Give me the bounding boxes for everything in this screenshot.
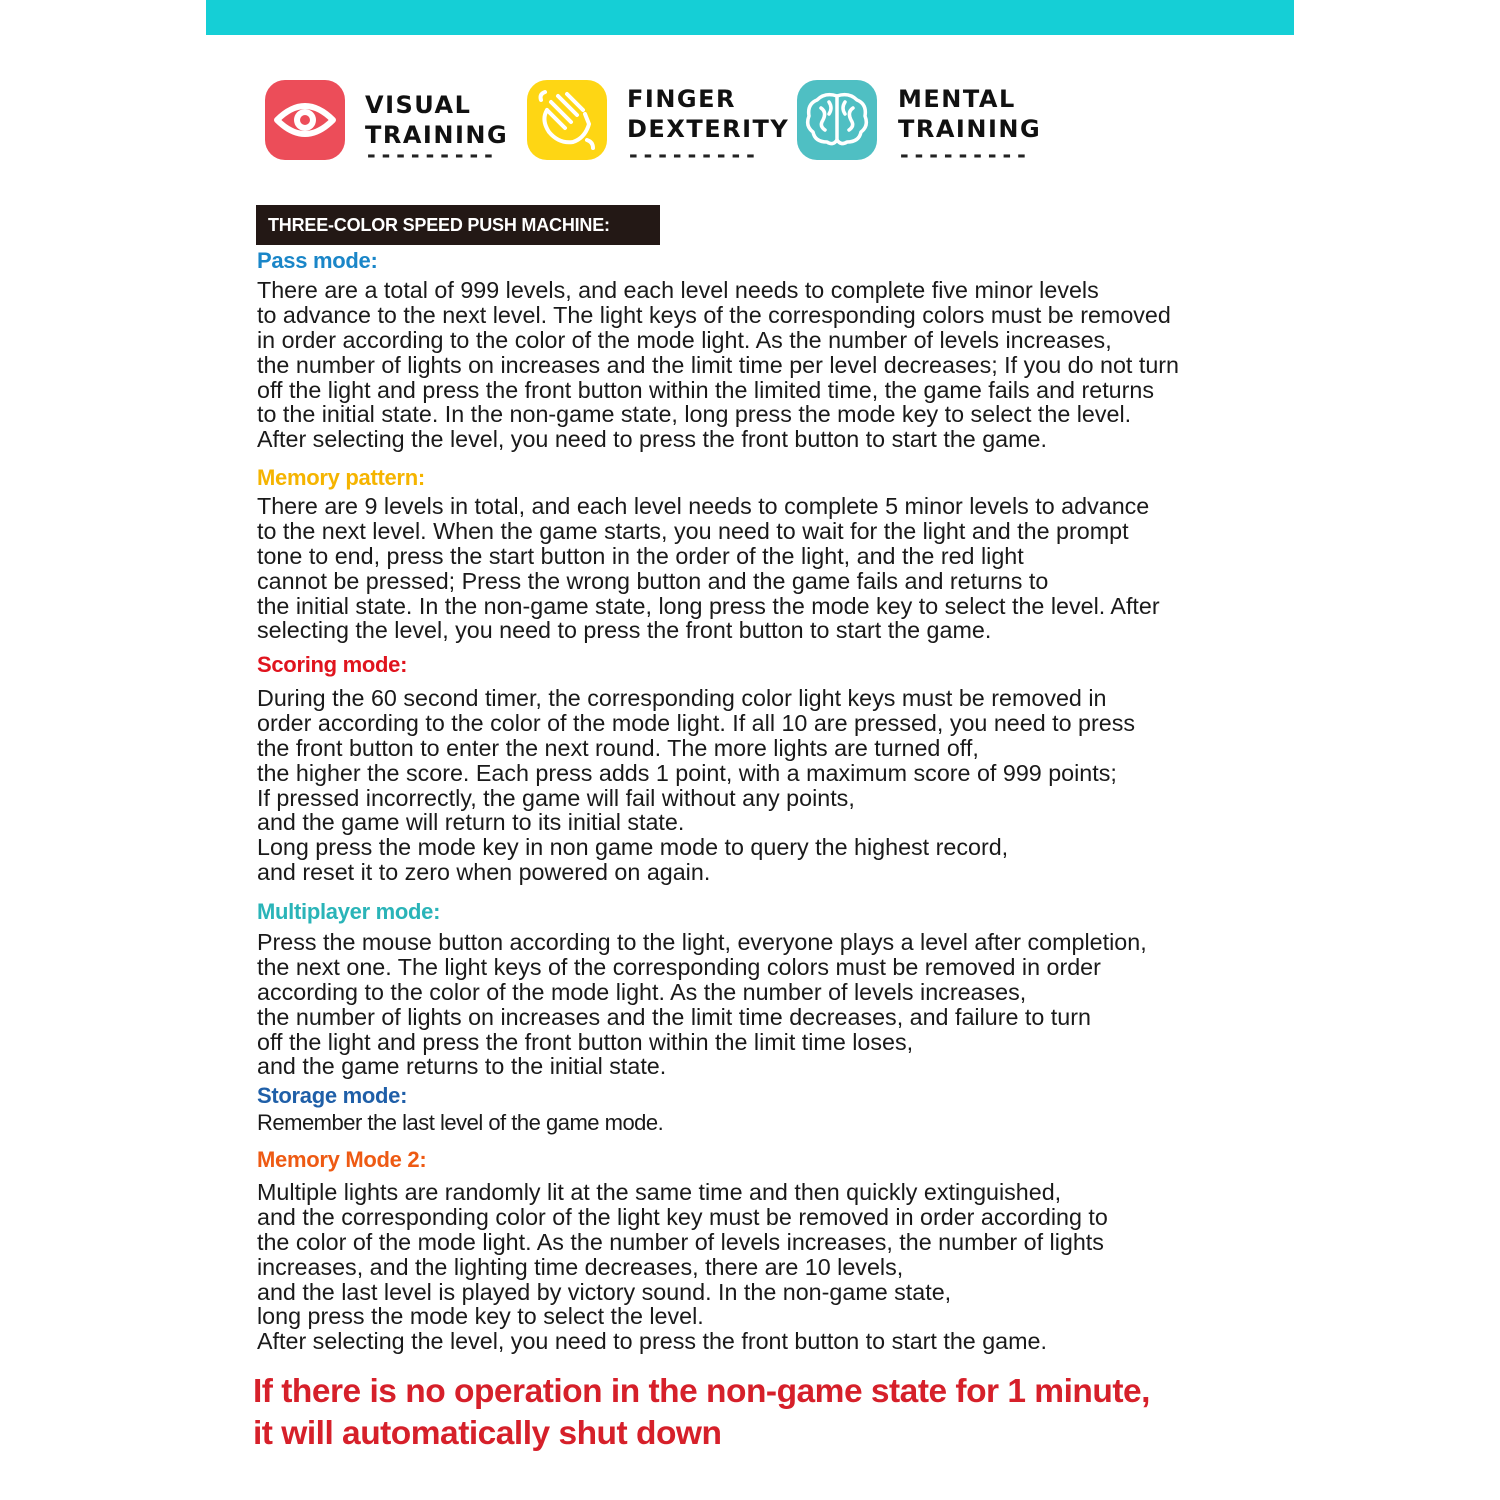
auto-shutdown-warning: If there is no operation in the non-game state for 1 minute, it will automatically shut down [253,1373,1150,1452]
multiplayer-mode-title: Multiplayer mode: [257,899,441,924]
memory-mode-2-title: Memory Mode 2: [257,1147,427,1172]
memory-pattern-description: There are 9 levels in total, and each level needs to complete 5 minor levels to advance to the next level. When the game starts, you need to wait for the light and the prompt tone to end, press the start button in the order of the light, and the red light cannot be pressed; Press the wrong button and the game fails and returns to the initial state. In the non-game state, long press the mode key to select the level. After selecting the level, you need to press the front button to start the game. [257,493,1160,644]
pass-mode-title: Pass mode: [257,248,378,273]
top-banner-bar [206,0,1294,35]
brain-icon [797,80,877,160]
section-title: THREE-COLOR SPEED PUSH MACHINE: [256,205,660,245]
feature-label: VISUAL TRAINING [365,91,509,149]
feature-divider: --------- [627,143,759,167]
feature-divider: --------- [898,143,1030,167]
feature-label: FINGER DEXTERITY [627,85,790,143]
memory-mode-2-description: Multiple lights are randomly lit at the same time and then quickly extinguished, and the corresponding color of the light key must be removed in order according to the color of the mode light. As the number of levels increases, the number of lights increases, and the lighting time decreases, there are 10 levels, and the last level is played by victory sound. In the non-game state, long press the mode key to select the level. After selecting the level, you need to press the front button to start the game. [257,1179,1108,1355]
pass-mode-description: There are a total of 999 levels, and each level needs to complete five minor levels to advance to the next level. The light keys of the corresponding colors must be removed in order according to the color of the mode light. As the number of levels increases, the number of lights on increases and the limit time per level decreases; If you do not turn off the light and press the front button within the limited time, the game fails and returns to the initial state. In the non-game state, long press the mode key to select the level. After selecting the level, you need to press the front button to start the game. [257,277,1180,453]
scoring-mode-description: During the 60 second timer, the corresponding color light keys must be removed in order according to the color of the mode light. If all 10 are pressed, you need to press the front button to enter the next round. The more lights are turned off, the higher the score. Each press adds 1 point, with a maximum score of 999 points; If pressed incorrectly, the game will fail without any points, and the game will return to its initial state. Long press the mode key in non game mode to query the highest record, and reset it to zero when powered on again. [257,685,1136,886]
multiplayer-mode-description: Press the mouse button according to the light, everyone plays a level after completion, the next one. The light keys of the corresponding colors must be removed in order according to the color of the mode light. As the number of levels increases, the number of lights on increases and the limit time decreases, and failure to turn off the light and press the front button within the limit time loses, and the game returns to the initial state. [257,929,1147,1080]
memory-pattern-title: Memory pattern: [257,465,425,490]
eye-icon [265,80,345,160]
hand-icon [527,80,607,160]
scoring-mode-title: Scoring mode: [257,652,408,677]
storage-mode-description: Remember the last level of the game mode. [257,1110,664,1135]
feature-divider: --------- [365,143,497,167]
storage-mode-title: Storage mode: [257,1083,408,1108]
feature-label: MENTAL TRAINING [898,85,1042,143]
